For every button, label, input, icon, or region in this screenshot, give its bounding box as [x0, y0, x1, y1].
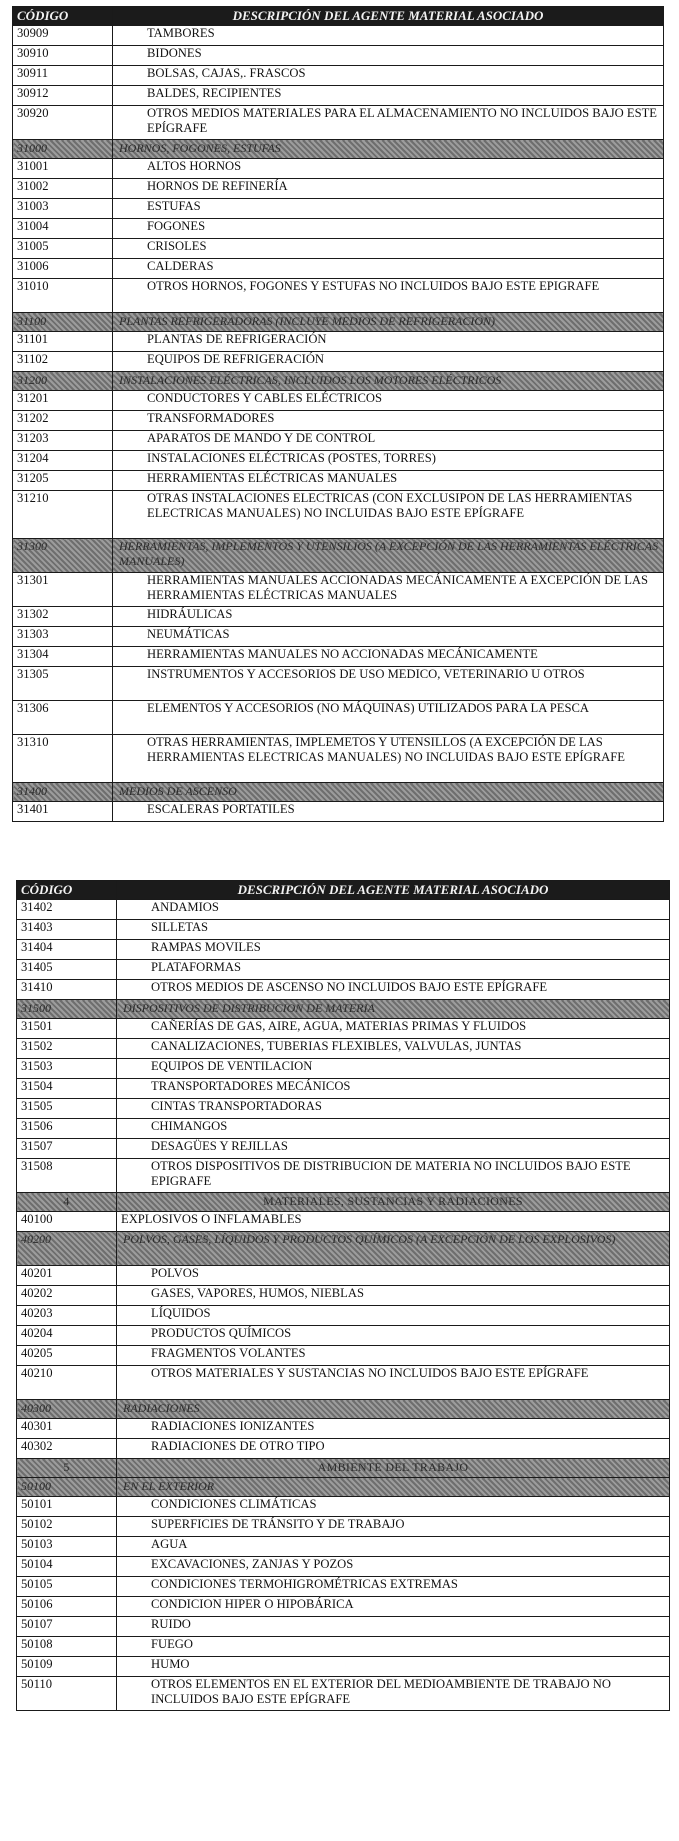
table-row	[17, 1637, 670, 1657]
table-row	[17, 1557, 670, 1577]
table-row	[13, 411, 664, 431]
code-cell: 40205	[17, 1346, 117, 1366]
description-cell: PRODUCTOS QUÍMICOS	[117, 1326, 670, 1346]
description-cell: ANDAMIOS	[117, 900, 670, 920]
table-row	[13, 471, 664, 491]
table-row	[13, 647, 664, 667]
description-cell: FOGONES	[113, 219, 664, 239]
description-cell: OTROS MEDIOS MATERIALES PARA EL ALMACENAMIENTO NO INCLUIDOS BAJO ESTE EPÍGRAFE	[113, 106, 664, 140]
table-row	[13, 159, 664, 179]
description-cell: CALDERAS	[113, 259, 664, 279]
table-row	[17, 1497, 670, 1517]
code-cell: 31304	[13, 647, 113, 667]
group-header-row	[13, 539, 664, 573]
code-cell: 50100	[17, 1478, 117, 1497]
table-row	[13, 239, 664, 259]
code-cell: 31102	[13, 352, 113, 372]
code-cell: 31404	[17, 940, 117, 960]
description-cell: OTROS DISPOSITIVOS DE DISTRIBUCION DE MATERIA NO INCLUIDOS BAJO ESTE EPIGRAFE	[117, 1159, 670, 1193]
code-cell: 31503	[17, 1059, 117, 1079]
code-cell: 31006	[13, 259, 113, 279]
group-header-row	[13, 313, 664, 332]
code-cell: 31310	[13, 735, 113, 783]
code-cell: 31504	[17, 1079, 117, 1099]
code-cell: 31203	[13, 431, 113, 451]
description-cell: OTRAS HERRAMIENTAS, IMPLEMETOS Y UTENSILLOS (A EXCEPCIÓN DE LAS HERRAMIENTAS ELECTRICAS MANUALES) NO INCLUIDAS BAJO ESTE EPÍGRAFE	[113, 735, 664, 783]
description-cell: NEUMÁTICAS	[113, 627, 664, 647]
code-cell: 31300	[13, 539, 113, 573]
code-cell: 31505	[17, 1099, 117, 1119]
code-cell: 31003	[13, 199, 113, 219]
table-row	[13, 199, 664, 219]
table-row	[17, 920, 670, 940]
description-cell: EXCAVACIONES, ZANJAS Y POZOS	[117, 1557, 670, 1577]
table-row	[13, 332, 664, 352]
table-row	[17, 1306, 670, 1326]
table-row	[13, 701, 664, 735]
description-cell: EQUIPOS DE VENTILACION	[117, 1059, 670, 1079]
code-cell: 31506	[17, 1119, 117, 1139]
description-cell: SUPERFICIES DE TRÁNSITO Y DE TRABAJO	[117, 1517, 670, 1537]
code-cell: 50108	[17, 1637, 117, 1657]
table-row	[17, 940, 670, 960]
description-cell: FRAGMENTOS VOLANTES	[117, 1346, 670, 1366]
description-cell: CANALIZACIONES, TUBERIAS FLEXIBLES, VALVULAS, JUNTAS	[117, 1039, 670, 1059]
code-cell: 40210	[17, 1366, 117, 1400]
description-cell: CONDICIONES CLIMÁTICAS	[117, 1497, 670, 1517]
description-cell: MEDIOS DE ASCENSO	[113, 783, 664, 802]
description-cell: TAMBORES	[113, 26, 664, 46]
code-cell: 31200	[13, 372, 113, 391]
code-cell: 31410	[17, 980, 117, 1000]
code-cell: 30911	[13, 66, 113, 86]
description-cell: AMBIENTE DEL TRABAJO	[117, 1459, 670, 1478]
code-cell: 30912	[13, 86, 113, 106]
table-row	[13, 431, 664, 451]
code-cell: 30910	[13, 46, 113, 66]
code-cell: 31205	[13, 471, 113, 491]
description-cell: ESCALERAS PORTATILES	[113, 802, 664, 822]
code-cell: 50102	[17, 1517, 117, 1537]
code-cell: 31301	[13, 573, 113, 607]
code-cell: 31402	[17, 900, 117, 920]
agent-code-table-1	[12, 6, 664, 822]
table-row	[13, 106, 664, 140]
description-cell: PLANTAS REFRIGERADORAS (INCLUYE MEDIOS DE REFRIGERACION)	[113, 313, 664, 332]
table-row	[17, 1059, 670, 1079]
code-cell: 40100	[17, 1212, 117, 1232]
description-cell: OTROS MEDIOS DE ASCENSO NO INCLUIDOS BAJO ESTE EPÍGRAFE	[117, 980, 670, 1000]
description-cell: HUMO	[117, 1657, 670, 1677]
description-cell: MATERIALES, SUSTANCIAS Y RADIACIONES	[117, 1193, 670, 1212]
description-column-header: DESCRIPCIÓN DEL AGENTE MATERIAL ASOCIADO	[117, 881, 670, 900]
code-cell: 31001	[13, 159, 113, 179]
description-cell: HERRAMIENTAS MANUALES ACCIONADAS MECÁNICAMENTE A EXCEPCIÓN DE LAS HERRAMIENTAS ELÉCTRICAS MANUALES	[113, 573, 664, 607]
table-row	[17, 1139, 670, 1159]
code-cell: 31204	[13, 451, 113, 471]
description-cell: DESAGÜES Y REJILLAS	[117, 1139, 670, 1159]
table-row	[17, 1517, 670, 1537]
table-header	[17, 881, 670, 900]
code-cell: 40200	[17, 1232, 117, 1266]
table-row	[13, 627, 664, 647]
description-cell: CONDICIONES TERMOHIGROMÉTRICAS EXTREMAS	[117, 1577, 670, 1597]
table-row	[17, 1039, 670, 1059]
description-cell: HORNOS DE REFINERÍA	[113, 179, 664, 199]
code-cell: 31000	[13, 140, 113, 159]
table-row	[17, 1677, 670, 1711]
table-row	[13, 46, 664, 66]
code-cell: 30909	[13, 26, 113, 46]
code-cell: 50109	[17, 1657, 117, 1677]
description-cell: INSTALACIONES ELÉCTRICAS, INCLUIDOS LOS MOTORES ELÉCTRICOS	[113, 372, 664, 391]
code-cell: 31501	[17, 1019, 117, 1039]
description-cell: HERRAMIENTAS, IMPLEMENTOS Y UTENSILIOS (A EXCEPCIÓN DE LAS HERRAMIENTAS ELÉCTRICAS MANUALES)	[113, 539, 664, 573]
description-cell: AGUA	[117, 1537, 670, 1557]
table-header	[13, 7, 664, 26]
table-row	[17, 1366, 670, 1400]
code-column-header: CÓDIGO	[13, 7, 113, 26]
table-row	[13, 179, 664, 199]
description-cell: PLATAFORMAS	[117, 960, 670, 980]
description-cell: RADIACIONES DE OTRO TIPO	[117, 1439, 670, 1459]
code-cell: 50103	[17, 1537, 117, 1557]
table-row	[17, 1346, 670, 1366]
table-row	[17, 1266, 670, 1286]
code-cell: 31400	[13, 783, 113, 802]
code-cell: 31306	[13, 701, 113, 735]
table-row	[17, 900, 670, 920]
code-cell: 31502	[17, 1039, 117, 1059]
code-cell: 31302	[13, 607, 113, 627]
table-row	[13, 26, 664, 46]
table-row	[13, 352, 664, 372]
description-cell: APARATOS DE MANDO Y DE CONTROL	[113, 431, 664, 451]
description-cell: FUEGO	[117, 1637, 670, 1657]
group-header-row	[13, 140, 664, 159]
description-cell: OTRAS INSTALACIONES ELECTRICAS (CON EXCLUSIPON DE LAS HERRAMIENTAS ELECTRICAS MANUALES) NO INCLUIDAS BAJO ESTE EPÍGRAFE	[113, 491, 664, 539]
code-cell: 31004	[13, 219, 113, 239]
code-cell: 31100	[13, 313, 113, 332]
table-row	[13, 391, 664, 411]
code-cell: 40302	[17, 1439, 117, 1459]
code-cell: 31005	[13, 239, 113, 259]
table-row	[13, 279, 664, 313]
table-row	[17, 1286, 670, 1306]
description-cell: RUIDO	[117, 1617, 670, 1637]
table-row	[17, 1419, 670, 1439]
description-cell: BALDES, RECIPIENTES	[113, 86, 664, 106]
table-row	[17, 1577, 670, 1597]
document-page-1	[12, 6, 664, 822]
code-cell: 31405	[17, 960, 117, 980]
description-cell: HERRAMIENTAS ELÉCTRICAS MANUALES	[113, 471, 664, 491]
table-row	[17, 1537, 670, 1557]
description-cell: PLANTAS DE REFRIGERACIÓN	[113, 332, 664, 352]
description-cell: ELEMENTOS Y ACCESORIOS (NO MÁQUINAS) UTILIZADOS PARA LA PESCA	[113, 701, 664, 735]
description-cell: OTROS HORNOS, FOGONES Y ESTUFAS NO INCLUIDOS BAJO ESTE EPIGRAFE	[113, 279, 664, 313]
table-row	[13, 667, 664, 701]
description-cell: EN EL EXTERIOR	[117, 1478, 670, 1497]
description-cell: RAMPAS MOVILES	[117, 940, 670, 960]
table-row	[13, 66, 664, 86]
table-row	[13, 219, 664, 239]
code-cell: 4	[17, 1193, 117, 1212]
description-cell: BIDONES	[113, 46, 664, 66]
description-cell: SILLETAS	[117, 920, 670, 940]
table-row	[17, 1326, 670, 1346]
table-row	[13, 451, 664, 471]
group-header-row	[17, 1478, 670, 1497]
code-cell: 30920	[13, 106, 113, 140]
table-row	[17, 1119, 670, 1139]
code-cell: 40301	[17, 1419, 117, 1439]
description-cell: OTROS ELEMENTOS EN EL EXTERIOR DEL MEDIOAMBIENTE DE TRABAJO NO INCLUIDOS BAJO ESTE EPÍGRAFE	[117, 1677, 670, 1711]
table-row	[13, 573, 664, 607]
code-cell: 31507	[17, 1139, 117, 1159]
code-cell: 31305	[13, 667, 113, 701]
description-cell: OTROS MATERIALES Y SUSTANCIAS NO INCLUIDOS BAJO ESTE EPÍGRAFE	[117, 1366, 670, 1400]
table-row	[13, 607, 664, 627]
description-column-header: DESCRIPCIÓN DEL AGENTE MATERIAL ASOCIADO	[113, 7, 664, 26]
description-cell: EXPLOSIVOS O INFLAMABLES	[117, 1212, 670, 1232]
description-cell: CONDUCTORES Y CABLES ELÉCTRICOS	[113, 391, 664, 411]
document-page-2	[16, 880, 670, 1711]
code-cell: 31210	[13, 491, 113, 539]
code-cell: 31500	[17, 1000, 117, 1019]
description-cell: EQUIPOS DE REFRIGERACIÓN	[113, 352, 664, 372]
code-cell: 31010	[13, 279, 113, 313]
description-cell: ESTUFAS	[113, 199, 664, 219]
code-column-header: CÓDIGO	[17, 881, 117, 900]
description-cell: CAÑERÍAS DE GAS, AIRE, AGUA, MATERIAS PRIMAS Y FLUIDOS	[117, 1019, 670, 1039]
code-cell: 40204	[17, 1326, 117, 1346]
group-header-row	[13, 783, 664, 802]
table-body	[17, 900, 670, 1711]
description-cell: HIDRÁULICAS	[113, 607, 664, 627]
table-row	[17, 1617, 670, 1637]
description-cell: RADIACIONES	[117, 1400, 670, 1419]
table-row	[17, 960, 670, 980]
code-cell: 31303	[13, 627, 113, 647]
description-cell: POLVOS	[117, 1266, 670, 1286]
group-header-row	[17, 1232, 670, 1266]
code-cell: 50107	[17, 1617, 117, 1637]
description-cell: LÍQUIDOS	[117, 1306, 670, 1326]
table-body	[13, 26, 664, 822]
table-row	[17, 1159, 670, 1193]
code-cell: 31401	[13, 802, 113, 822]
description-cell: INSTALACIONES ELÉCTRICAS (POSTES, TORRES)	[113, 451, 664, 471]
group-header-row	[17, 1193, 670, 1212]
table-row	[17, 1657, 670, 1677]
description-cell: BOLSAS, CAJAS,. FRASCOS	[113, 66, 664, 86]
description-cell: ALTOS HORNOS	[113, 159, 664, 179]
description-cell: CONDICION HIPER O HIPOBÁRICA	[117, 1597, 670, 1617]
table-row	[13, 86, 664, 106]
agent-code-table-2	[16, 880, 670, 1711]
table-row	[13, 491, 664, 539]
table-row	[13, 735, 664, 783]
table-row	[17, 1079, 670, 1099]
code-cell: 31403	[17, 920, 117, 940]
code-cell: 40300	[17, 1400, 117, 1419]
code-cell: 31508	[17, 1159, 117, 1193]
code-cell: 31202	[13, 411, 113, 431]
description-cell: DISPOSITIVOS DE DISTRIBUCION DE MATERIA	[117, 1000, 670, 1019]
table-row	[17, 1212, 670, 1232]
description-cell: INSTRUMENTOS Y ACCESORIOS DE USO MEDICO, VETERINARIO U OTROS	[113, 667, 664, 701]
group-header-row	[13, 372, 664, 391]
description-cell: HERRAMIENTAS MANUALES NO ACCIONADAS MECÁNICAMENTE	[113, 647, 664, 667]
table-row	[17, 1439, 670, 1459]
table-row	[17, 1099, 670, 1119]
table-row	[17, 1019, 670, 1039]
code-cell: 40201	[17, 1266, 117, 1286]
description-cell: CINTAS TRANSPORTADORAS	[117, 1099, 670, 1119]
code-cell: 50104	[17, 1557, 117, 1577]
description-cell: TRANSFORMADORES	[113, 411, 664, 431]
table-row	[17, 980, 670, 1000]
description-cell: HORNOS, FOGONES, ESTUFAS	[113, 140, 664, 159]
description-cell: GASES, VAPORES, HUMOS, NIEBLAS	[117, 1286, 670, 1306]
description-cell: POLVOS, GASES, LÍQUIDOS Y PRODUCTOS QUÍMICOS (A EXCEPCIÓN DE LOS EXPLOSIVOS)	[117, 1232, 670, 1266]
group-header-row	[17, 1400, 670, 1419]
code-cell: 5	[17, 1459, 117, 1478]
code-cell: 50105	[17, 1577, 117, 1597]
code-cell: 50106	[17, 1597, 117, 1617]
code-cell: 31002	[13, 179, 113, 199]
code-cell: 40203	[17, 1306, 117, 1326]
table-row	[13, 802, 664, 822]
group-header-row	[17, 1459, 670, 1478]
code-cell: 50101	[17, 1497, 117, 1517]
description-cell: TRANSPORTADORES MECÁNICOS	[117, 1079, 670, 1099]
description-cell: RADIACIONES IONIZANTES	[117, 1419, 670, 1439]
table-row	[17, 1597, 670, 1617]
code-cell: 31101	[13, 332, 113, 352]
code-cell: 50110	[17, 1677, 117, 1711]
description-cell: CHIMANGOS	[117, 1119, 670, 1139]
table-row	[13, 259, 664, 279]
code-cell: 31201	[13, 391, 113, 411]
code-cell: 40202	[17, 1286, 117, 1306]
description-cell: CRISOLES	[113, 239, 664, 259]
group-header-row	[17, 1000, 670, 1019]
